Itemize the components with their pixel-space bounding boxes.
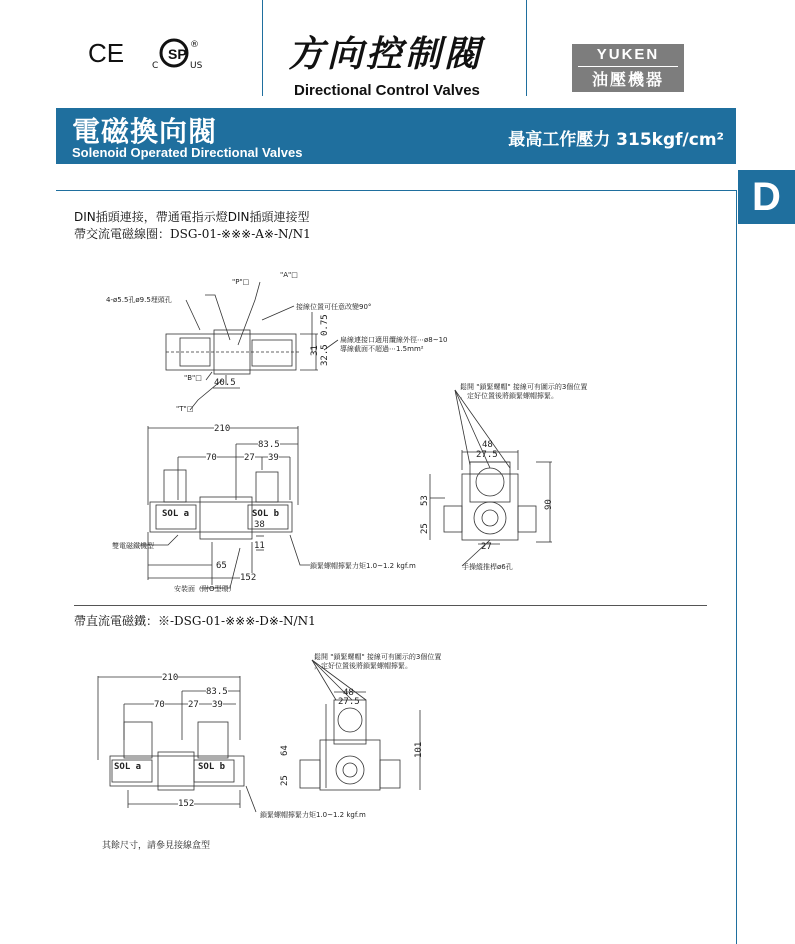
logo-top-text: YUKEN	[596, 46, 660, 63]
port-a-label: "A"□	[280, 271, 298, 279]
section1-heading: DIN插頭連接，帶通電指示燈DIN插頭連接型	[74, 210, 310, 224]
dc-dim-210: 210	[162, 673, 179, 683]
section1-model: 帶交流電磁線圈：DSG-01-※※※-A※-N/N1	[74, 227, 311, 241]
dc-side-dim-64: 64	[280, 745, 290, 756]
csa-registered: ®	[190, 40, 199, 50]
dc-sol-a-label: SOL a	[114, 762, 142, 772]
section2-model: 帶直流電磁鐵：※-DSG-01-※※※-D※-N/N1	[74, 614, 316, 628]
dc-dim-70: 70	[154, 700, 165, 710]
dc-torque-label: 鎖緊螺帽擰緊力矩1.0~1.2 kgf.m	[260, 811, 366, 819]
mount-face-label: 安裝面（附O型環）	[174, 585, 236, 593]
frame-right-line	[736, 190, 737, 944]
dc-side-dim-101: 101	[414, 741, 424, 758]
banner-title-en: Solenoid Operated Directional Valves	[72, 145, 303, 160]
dc-side-dim-25: 25	[280, 775, 290, 786]
banner-title-cn: 電磁換向閥	[72, 115, 218, 148]
page-title-cn: 方向控制閥	[288, 34, 484, 75]
side-dim-27-5: 27.5	[476, 450, 498, 460]
sol-a-label: SOL a	[162, 509, 190, 519]
dc-locknut-note-2: ，定好位置後將鎖緊螺帽擰緊。	[314, 662, 412, 670]
section-banner	[56, 108, 736, 164]
side-view-body	[462, 474, 518, 540]
dim-31: 31	[310, 345, 320, 356]
section-tab-d: D	[738, 170, 795, 224]
dim-70: 70	[206, 453, 217, 463]
header-divider-left	[262, 0, 263, 96]
max-pressure: 最高工作壓力 315kgf/cm²	[508, 130, 724, 150]
dim-32-5: 32.5	[320, 344, 330, 366]
dim-40-5: 40.5	[214, 378, 236, 388]
header-divider-right	[526, 0, 527, 96]
dc-side-dim-48: 48	[343, 688, 354, 698]
dc-side-view-body	[320, 740, 380, 790]
dc-dim-83-5: 83.5	[206, 687, 228, 697]
dim-0-75: 0.75	[320, 314, 330, 336]
double-solenoid-label: 雙電磁鐵機型	[112, 542, 154, 550]
ce-mark: CE	[88, 38, 125, 68]
side-dim-53: 53	[420, 495, 430, 506]
logo-separator	[578, 66, 678, 67]
locknut-note-2: ，定好位置後將鎖緊螺帽擰緊。	[460, 392, 558, 400]
dc-side-dim-27-5: 27.5	[338, 697, 360, 707]
mount-holes-label: 4-ø5.5孔ø9.5埋頭孔	[106, 296, 172, 304]
port-t-label: "T"□	[176, 405, 194, 413]
dc-sol-b-label: SOL b	[198, 762, 226, 772]
logo-bottom-text: 油壓機器	[591, 70, 664, 89]
dim-39: 39	[268, 453, 279, 463]
frame-top-line	[56, 190, 736, 191]
torque-label: 鎖緊螺帽擰緊力矩1.0~1.2 kgf.m	[310, 562, 416, 570]
certification-marks	[88, 36, 218, 76]
dim-83-5: 83.5	[258, 440, 280, 450]
dim-38: 38	[254, 520, 265, 530]
dc-locknut-note-1: 鬆開 "鎖緊螺帽" 接線可有圖示的3個位置	[314, 653, 442, 661]
dim-65: 65	[216, 561, 227, 571]
dc-dim-152: 152	[178, 799, 195, 809]
side-dim-25: 25	[420, 523, 430, 534]
port-b-label: "B"□	[184, 374, 202, 382]
dc-dim-39: 39	[212, 700, 223, 710]
dim-210: 210	[214, 424, 231, 434]
locknut-note-1: 鬆開 "鎖緊螺帽" 接線可有圖示的3個位置	[460, 383, 588, 391]
dim-27: 27	[244, 453, 255, 463]
dim-11: 11	[254, 541, 265, 551]
sol-b-label: SOL b	[252, 509, 280, 519]
cable-note-1: 扁線連接口適用纜線外徑⋯ø8~10	[340, 336, 448, 344]
csa-us: US	[190, 61, 203, 71]
wire-position-label: 接線位置可任意改變90°	[296, 303, 372, 311]
svg-text:SP: SP	[168, 46, 187, 62]
csa-c: C	[152, 61, 159, 71]
dc-dim-27: 27	[188, 700, 199, 710]
page-title-en: Directional Control Valves	[294, 82, 480, 99]
port-p-label: "P"□	[232, 278, 250, 286]
side-dim-48: 48	[482, 440, 493, 450]
side-dim-90: 90	[544, 499, 554, 510]
footer-note: 其餘尺寸，請參見接線盒型	[102, 841, 211, 851]
dim-152: 152	[240, 573, 257, 583]
manual-pin-label: 手操縱推桿ø6孔	[462, 563, 513, 571]
section-divider	[74, 605, 707, 606]
top-view-body	[166, 334, 296, 370]
yuken-logo	[572, 44, 684, 92]
side-dim-27: 27	[481, 542, 492, 552]
cable-note-2: 導線截面不超過⋯1.5mm²	[340, 345, 424, 353]
